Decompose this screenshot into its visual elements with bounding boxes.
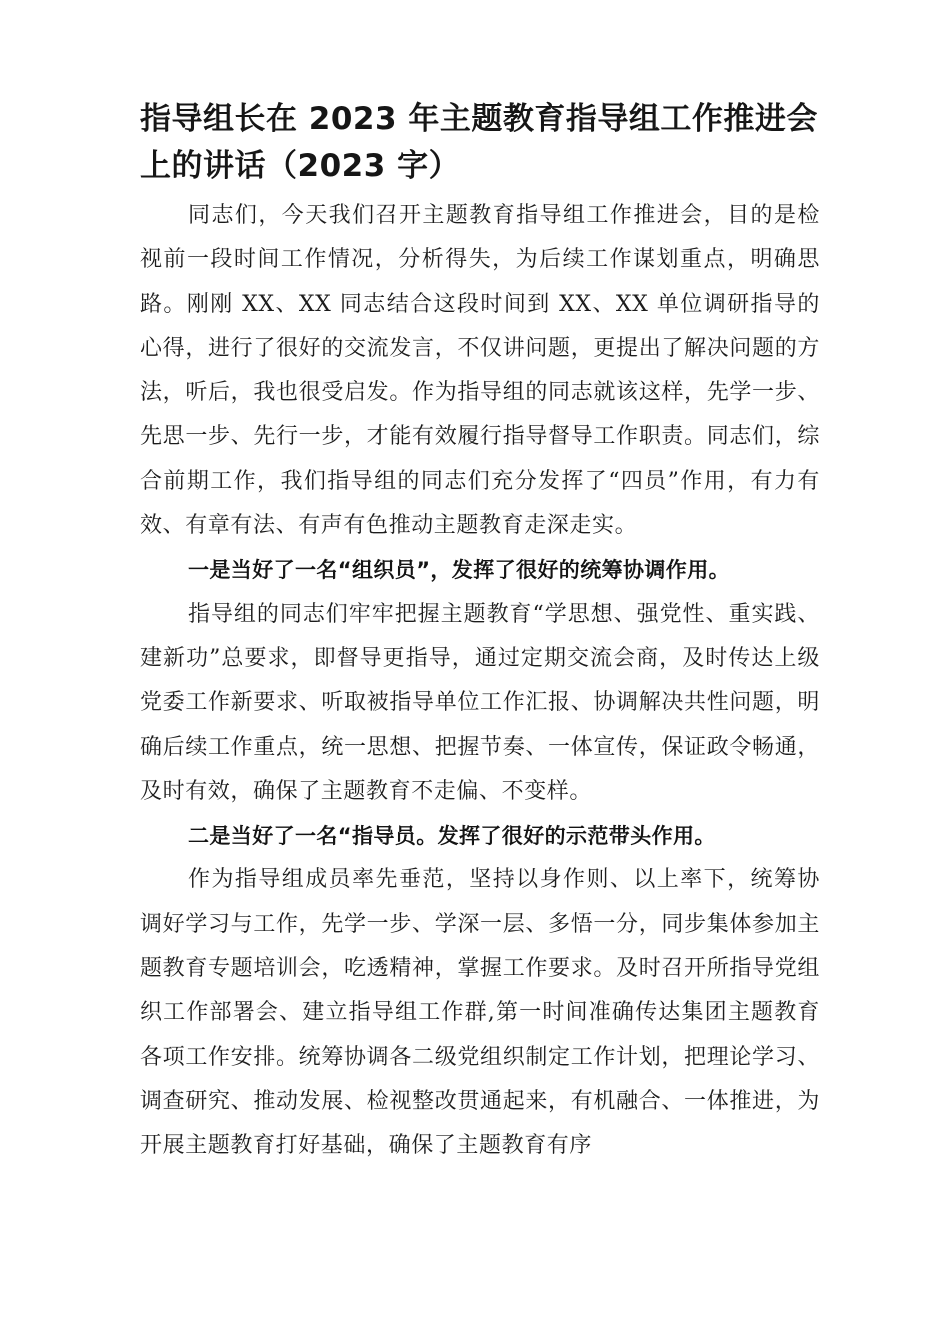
paragraph-instructor: 作为指导组成员率先垂范，坚持以身作则、以上率下，统筹协调好学习与工作，先学一步、学深一层、多悟一分，同步集体参加主题教育专题培训会，吃透精神，掌握工作要求。及时召开所指导党组织工作部署会、建立指导组工作群,第一时间准确传达集团主题教育各项工作安排。统筹协调各二级党组织制定工作计划，把理论学习、调查研究、推动发展、检视整改贯通起来，有机融合、一体推进，为开展主题教育打好基础，确保了主题教育有序 [140,867,820,1159]
document-body [140,194,820,1169]
section-heading-2: 二是当好了一名“指导员。发挥了很好的示范带头作用。 [188,824,716,849]
section-heading-1: 一是当好了一名“组织员”，发挥了很好的统筹协调作用。 [188,558,731,583]
document-title: 指导组长在 2023 年主题教育指导组工作推进会上的讲话（2023 字） [140,101,818,184]
paragraph-organizer: 指导组的同志们牢牢把握主题教育“学思想、强党性、重实践、建新功”总要求，即督导更指导，通过定期交流会商，及时传达上级党委工作新要求、听取被指导单位工作汇报、协调解决共性问题，明确后续工作重点，统一思想、把握节奏、一体宣传，保证政令畅通，及时有效，确保了主题教育不走偏、不变样。 [140,601,820,804]
paragraph-intro: 同志们，今天我们召开主题教育指导组工作推进会，目的是检视前一段时间工作情况，分析得失，为后续工作谋划重点，明确思路。刚刚 XX、XX 同志结合这段时间到 XX、XX 单位调研指导的心得，进行了很好的交流发言，不仅讲问题，更提出了解决问题的方法，听后，我也很受启发。作为指导组的同志就该这样，先学一步、先思一步、先行一步，才能有效履行指导督导工作职责。同志们，综合前期工作，我们指导组的同志们充分发挥了“四员”作用，有力有效、有章有法、有声有色推动主题教育走深走实。 [140,203,820,539]
